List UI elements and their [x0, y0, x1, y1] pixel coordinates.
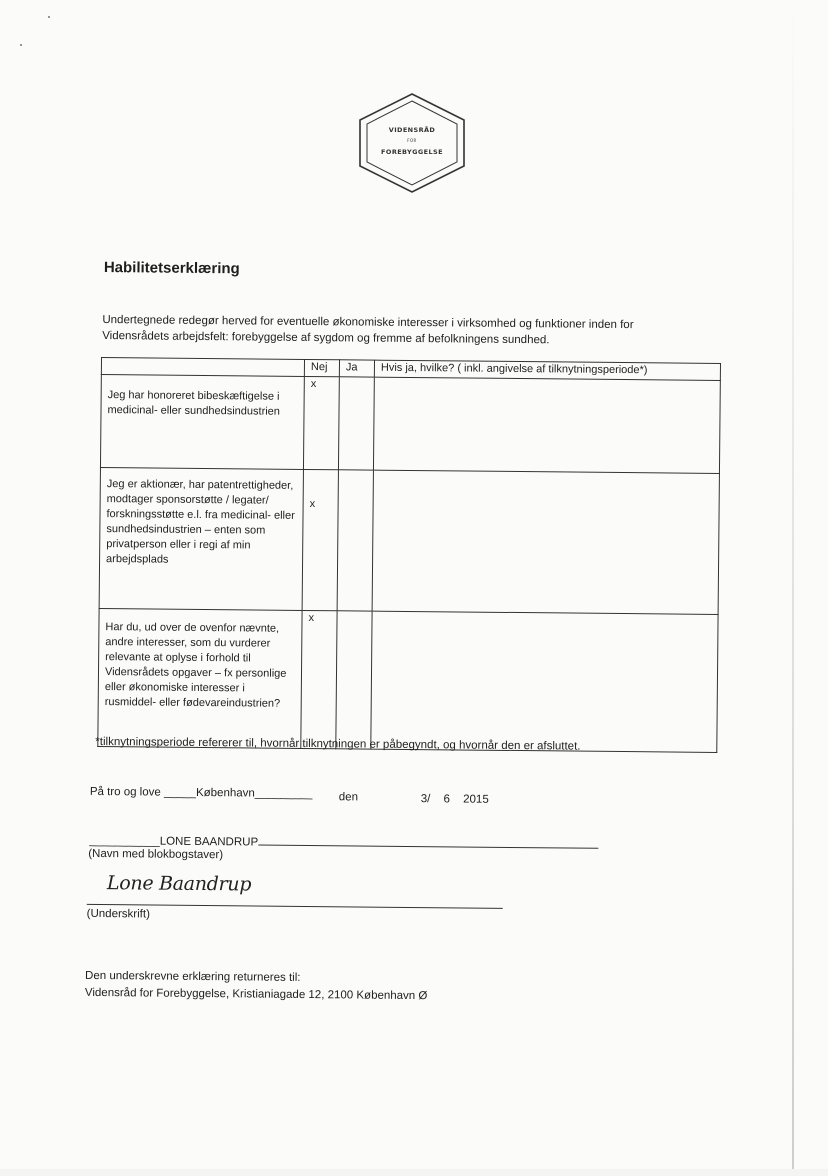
intro-text: Undertegnede redegør herved for eventuelle økonomiske interesser i virksomhed og funktioner inden for Vidensrådets arbejdsfelt: forebyggelse af sygdom og fremme af befolkningens sundhed. — [102, 312, 702, 350]
question-text: Jeg har honoreret bibeskæftigelse i medicinal- eller sundhedsindustrien — [107, 375, 297, 420]
question-cell — [98, 609, 302, 749]
ja-cell[interactable] — [336, 611, 372, 749]
place-suffix: _________ — [255, 788, 313, 801]
name-label: (Navn med blokbogstaver) — [88, 848, 223, 861]
question-text: Jeg er aktionær, har patentrettigheder, modtager sponsorstøtte / legater/ forskningsstøtte e.l. fra medicinal- eller sundhedsindustrien – enten som privatperson eller i regi af min arbejdsplads — [106, 468, 297, 569]
question-cell — [100, 375, 304, 470]
header-ja: Ja — [339, 360, 374, 377]
name-value: LONE BAANDRUP — [160, 836, 259, 849]
name-prefix: ___________ — [89, 835, 159, 848]
table-row — [98, 609, 718, 753]
logo-text-3: FOREBYGGELSE — [356, 148, 468, 156]
ja-cell[interactable] — [337, 470, 373, 611]
question-text: Har du, ud over de ovenfor nævnte, andre interesser, som du vurderer relevante at oplyse i forhold til Vidensrådets opgaver – fx personlige eller økonomiske interesser i rusmiddel- eller fødevareindustrien? — [105, 609, 296, 712]
place-prefix: På tro og love _____ — [90, 786, 196, 799]
nej-cell[interactable] — [303, 376, 339, 469]
page-title: Habilitetserklæring — [104, 259, 240, 277]
return-address: Vidensråd for Forebyggelse, Kristianiagade 12, 2100 København Ø — [85, 987, 428, 1002]
footnote: *tilknytningsperiode refererer til, hvornår tilknytningen er påbegyndt, og hvornår den er afsluttet. — [95, 736, 580, 753]
logo-text-1: VIDENSRÅD — [356, 126, 468, 134]
place-field[interactable] — [90, 786, 313, 800]
header-nej: Nej — [304, 359, 339, 376]
header-details: Hvis ja, hvilke? ( inkl. angivelse af tilknytningsperiode*) — [374, 360, 720, 380]
signature-label: (Underskrift) — [87, 908, 150, 921]
header-blank — [101, 358, 304, 377]
question-cell — [99, 468, 303, 611]
details-cell[interactable] — [371, 611, 718, 752]
nej-mark: x — [308, 611, 330, 626]
table-row — [99, 468, 719, 615]
return-text-1: Den underskrevne erklæring returneres til: — [85, 970, 301, 984]
ja-cell[interactable] — [338, 377, 374, 470]
nej-mark: x — [310, 470, 332, 512]
interest-declaration-table — [97, 357, 721, 753]
name-underline — [258, 834, 598, 849]
den-label: den — [339, 791, 358, 803]
logo-text-2: FOR — [356, 138, 468, 143]
handwritten-signature: Lone Baandrup — [107, 872, 251, 895]
details-cell[interactable] — [373, 377, 720, 473]
table-row — [100, 375, 720, 474]
nej-cell[interactable] — [301, 610, 337, 748]
place-value: København — [196, 787, 255, 800]
details-cell[interactable] — [372, 470, 719, 614]
date-field[interactable]: 3/ 6 2015 — [421, 793, 489, 806]
nej-cell[interactable] — [302, 469, 338, 610]
nej-mark: x — [311, 377, 333, 392]
